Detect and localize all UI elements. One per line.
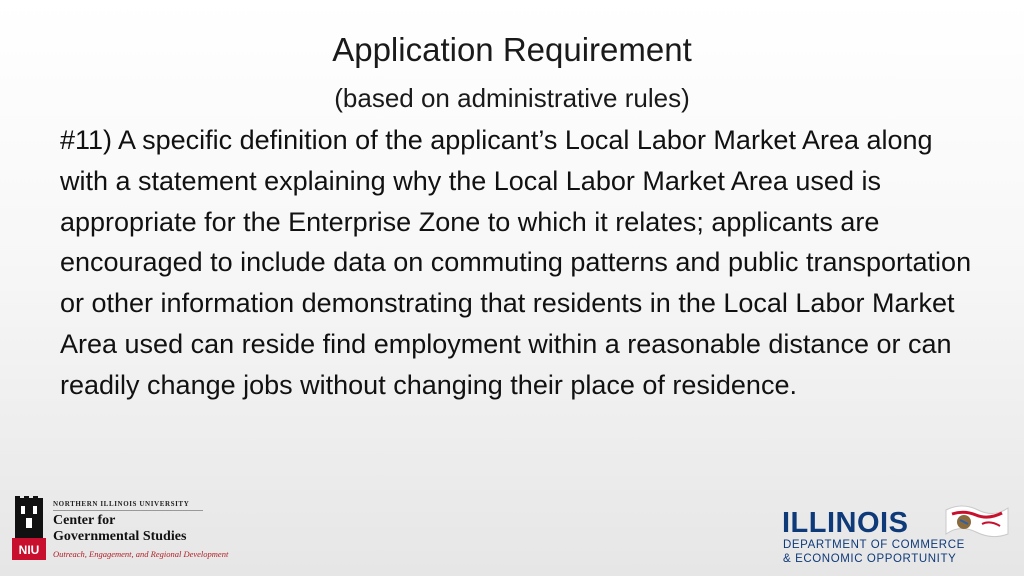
slide-subtitle: (based on administrative rules) <box>334 83 690 113</box>
niu-tagline: Outreach, Engagement, and Regional Development <box>53 549 229 559</box>
illinois-department-name <box>783 538 965 566</box>
niu-cgs-logo <box>10 496 270 566</box>
illinois-dceo-logo <box>782 500 1014 570</box>
slide-body-text: #11) A specific definition of the applicant’s Local Labor Market Area along with a statement explaining why the Local Labor Market Area used is appropriate for the Enterprise Zone to which it relates; applicants are encouraged to include data on commuting patterns and public transportation or other information demonstrating that residents in the Local Labor Market Area used can reside find employment within a reasonable distance or can readily change jobs without changing their place of residence. <box>60 125 972 400</box>
illinois-flag-icon <box>942 500 1012 540</box>
illinois-dept-line2: & ECONOMIC OPPORTUNITY <box>783 553 957 565</box>
niu-tower-icon <box>10 496 48 560</box>
slide-title: Application Requirement <box>332 31 692 68</box>
niu-mark-text: NIU <box>18 543 40 557</box>
niu-center-line1: Center for <box>53 513 116 528</box>
niu-center-line2: Governmental Studies <box>53 529 187 544</box>
illinois-wordmark: ILLINOIS <box>782 507 909 539</box>
illinois-dept-line1: DEPARTMENT OF COMMERCE <box>783 539 965 551</box>
niu-university-name: NORTHERN ILLINOIS UNIVERSITY <box>53 500 190 508</box>
niu-center-name <box>53 513 186 545</box>
niu-divider <box>53 510 203 511</box>
